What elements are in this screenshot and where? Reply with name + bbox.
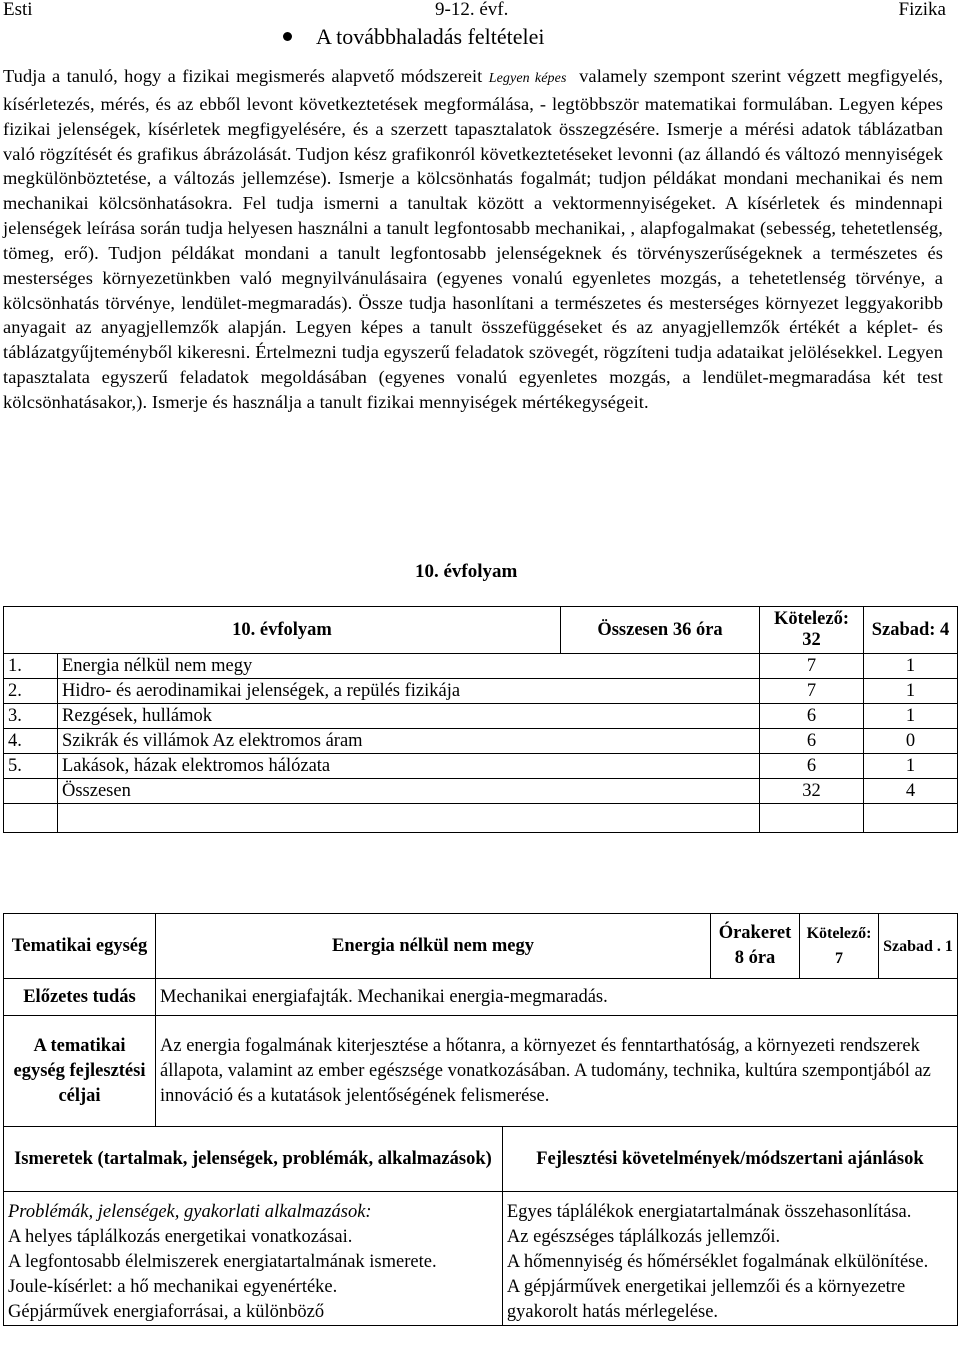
section-title: [283, 24, 544, 50]
goals-label: A tematikai egység fejlesztési céljai: [4, 1016, 156, 1127]
row-mandatory: 6: [760, 754, 864, 779]
table-row: [4, 754, 958, 779]
row-mandatory: 7: [760, 654, 864, 679]
prereq-row: [4, 979, 958, 1016]
row-number: 3.: [4, 704, 58, 729]
row-free: 1: [864, 704, 958, 729]
intro-body: végzett megfigyelés, kísérletezés, mérés, és az ebből levont következtetések megformálása, - legtöbbször matematikai formulában. Legyen képes fizikai jelenségek, kísérletek megfigyelésére, és a szerzett tapasztalatok összegzésére. Ismerje a mérési adatok táblázatban való rögzítését és grafikus ábrázolását. Tudjon kész grafikonról következtetéseket levonni (az állandó és változó mennyiségek megkülönböztetése, a változás jellemzése). Ismerje a kölcsönhatás fogalmát; tudjon példákat mondani mechanikai és nem mechanikai kölcsönhatásokra. Fel tudja ismerni a tanultak között a vektormennyiségeket. A kísérletek és mindennapi jelenségek leírása során tudja helyesen használni a tanult legfontosabb mechanikai, , alapfogalmakat (sebesség, tehetetlenség, tömeg, erő). Tudjon példákat mondani a tanult legfontosabb jelenségeknek és törvényszerűségeknek a természetes és mesterséges környezetünkben való megnyilvánulásaira (egyenes vonalú egyenletes mozgás, a tehetetlenség törvénye, a kölcsönhatás törvénye, lendület-megmaradás). Össze tudja hasonlítani a természetes és mesterséges környezet leggyakoribb anyagait az anyagjellemzők alapján. Legyen képes a tanult összefüggéseket és az anyagjellemzők értékét a képlet- és táblázatgyűjteményből kikeresni. Értelmezni tudja egyszerű feladatok szövegét, rögzíteni tudja adataikat jelölésekkel. Legyen tapasztalata egyszerű feladatok megoldásában (egyenes vonalú egyenletes mozgás, a lendület-megmaradása két test kölcsönhatásakor,). Ismerje és használja a tanult fizikai mennyiségek mértékegységeit.: [3, 66, 944, 412]
row-topic: Energia nélkül nem megy: [58, 654, 760, 679]
columns-body-row: [4, 1192, 958, 1326]
list-item: Gépjárművek energiaforrásai, a különböző: [8, 1302, 325, 1322]
list-item: A legfontosabb élelmiszerek energiatartalmának ismerete.: [8, 1252, 437, 1272]
row-free: 1: [864, 654, 958, 679]
row-number: 1.: [4, 654, 58, 679]
intro-paragraph: [3, 64, 943, 415]
summary-total: Összesen 36 óra: [561, 607, 760, 654]
bullet-icon: [283, 32, 292, 41]
hours-label: Órakeret 8 óra: [711, 914, 800, 979]
unit-table: [3, 913, 958, 1326]
header-left: Esti: [3, 0, 33, 20]
unit-header-row: [4, 914, 958, 979]
knowledge-head: Ismeretek (tartalmak, jelenségek, problémák, alkalmazások): [4, 1127, 503, 1192]
table-row: [4, 704, 958, 729]
row-free: 1: [864, 679, 958, 704]
intro-text-a: Tudja a tanuló, hogy a fizikai megismerés alapvető módszereit: [3, 66, 483, 86]
summary-free: Szabad: 4: [864, 607, 958, 654]
row-number: 4.: [4, 729, 58, 754]
unit-label: Tematikai egység: [4, 914, 156, 979]
summary-total-row: [4, 779, 958, 804]
header-right: Fizika: [898, 0, 946, 20]
sum-mandatory: 32: [760, 779, 864, 804]
row-topic: Rezgések, hullámok: [58, 704, 760, 729]
prereq-text: Mechanikai energiafajták. Mechanikai energia-megmaradás.: [156, 979, 958, 1016]
goals-row: [4, 1016, 958, 1127]
list-item: Az egészséges táplálkozás jellemzői.: [506, 1227, 781, 1247]
row-free: 1: [864, 754, 958, 779]
knowledge-body: [4, 1192, 503, 1326]
unit-mandatory: Kötelező: 7: [800, 914, 879, 979]
requirements-body: [502, 1192, 957, 1326]
summary-mandatory: Kötelező: 32: [760, 607, 864, 654]
row-number: 2.: [4, 679, 58, 704]
knowledge-italic-heading: Problémák, jelenségek, gyakorlati alkalmazások:: [8, 1202, 372, 1222]
intro-text-b: valamely szempont szerint: [579, 66, 781, 86]
row-mandatory: 7: [760, 679, 864, 704]
summary-year: 10. évfolyam: [4, 607, 561, 654]
row-topic: Szikrák és villámok Az elektromos áram: [58, 729, 760, 754]
empty-row: [4, 804, 958, 833]
list-item: Joule-kísérlet: a hő mechanikai egyenértéke.: [8, 1277, 338, 1297]
intro-first-line: [3, 66, 781, 86]
row-mandatory: 6: [760, 729, 864, 754]
table-row: [4, 729, 958, 754]
section-title-text: A továbbhaladás feltételei: [316, 24, 545, 49]
row-number: 5.: [4, 754, 58, 779]
page-header: [0, 0, 960, 26]
list-item: A helyes táplálkozás energetikai vonatkozásai.: [8, 1227, 353, 1247]
row-number-empty: [4, 779, 58, 804]
sum-free: 4: [864, 779, 958, 804]
summary-header-row: [4, 607, 958, 654]
summary-table: [3, 606, 958, 833]
intro-small-text: Legyen képes: [488, 71, 567, 86]
columns-head-row: [4, 1127, 958, 1192]
unit-free: Szabad . 1: [879, 914, 958, 979]
requirements-head: Fejlesztési követelmények/módszertani ajánlások: [502, 1127, 957, 1192]
sum-label: Összesen: [58, 779, 760, 804]
row-free: 0: [864, 729, 958, 754]
row-topic: Lakások, házak elektromos hálózata: [58, 754, 760, 779]
table-row: [4, 679, 958, 704]
header-center: 9-12. évf.: [435, 0, 509, 20]
list-item: Egyes táplálékok energiatartalmának összehasonlítása.: [506, 1202, 912, 1222]
goals-text: Az energia fogalmának kiterjesztése a hőtanra, a környezet és fenntarthatóság, a környezeti rendszerek állapota, valamint az ember egészsége vonatkozásában. A tudomány, technika, kultúra szempontjából az innováció és a kutatások jelentőségének felismerése.: [156, 1016, 958, 1127]
year-heading: 10. évfolyam: [415, 561, 518, 582]
unit-name: Energia nélkül nem megy: [156, 914, 711, 979]
list-item: A gépjárművek energetikai jellemzői és a környezetre gyakorolt hatás mérlegelése.: [506, 1277, 906, 1322]
list-item: A hőmennyiség és hőmérséklet fogalmának elkülönítése.: [506, 1252, 929, 1272]
table-row: [4, 654, 958, 679]
row-topic: Hidro- és aerodinamikai jelenségek, a repülés fizikája: [58, 679, 760, 704]
prereq-label: Előzetes tudás: [4, 979, 156, 1016]
row-mandatory: 6: [760, 704, 864, 729]
